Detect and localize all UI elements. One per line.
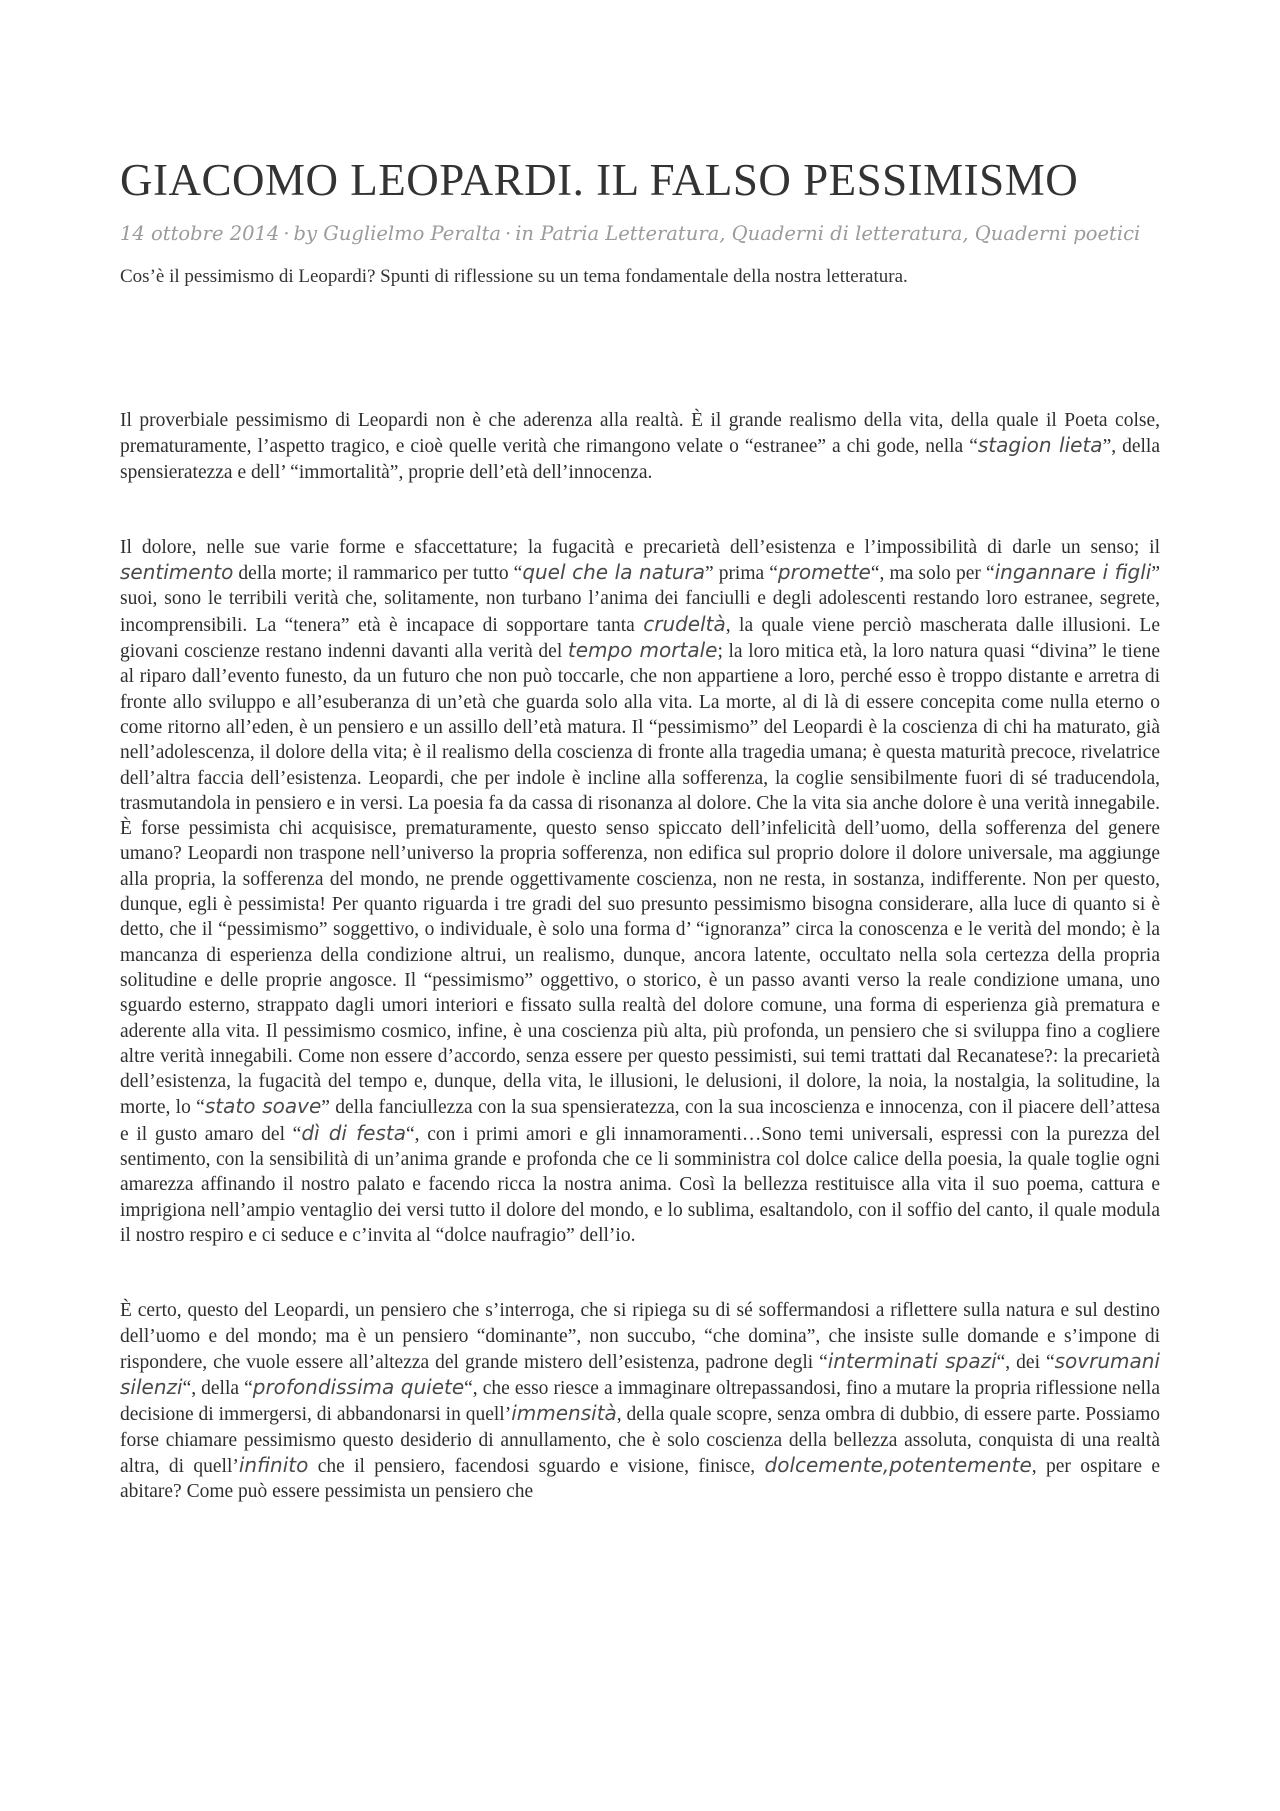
quote-emphasis: stagion lieta (977, 433, 1103, 458)
text-run: della morte; il rammarico per tutto “ (233, 563, 523, 585)
text-run: ; la loro mitica età, la loro natura quasi “divina” le tiene al riparo dall’evento funesto, da un futuro che non può toccarle, che non appartiene a loro, perché esso è troppo distante e arretra di fronte allo sviluppo e all’esuberanza di un’età che guarda solo alla vita. La morte, al di là di essere concepita come nulla eterno o come ritorno all’eden, è un pensiero e un assillo dell’età matura. Il “pessimismo” del Leopardi è la coscienza di chi ha maturato, già nell’adolescenza, il dolore della vita; è il realismo della coscienza di fronte alla tragedia umana; è questa maturità precoce, rivelatrice dell’altra faccia dell’esistenza. Leopardi, che per indole è incline alla sofferenza, la coglie sensibilmente fuori di sé traducendola, trasmutandola in pensiero e in versi. La poesia fa da cassa di risonanza al dolore. Che la vita sia anche dolore è una verità innegabile. È forse pessimista chi acquisisce, prematuramente, questo senso spiccato dell’infelicità dell’uomo, della sofferenza del genere umano? Leopardi non traspone nell’universo la propria sofferenza, non edifica sul proprio dolore il dolore universale, ma aggiunge alla propria, la sofferenza del mondo, ne prende oggettivamente coscienza, non ne resta, in sostanza, indifferente. Non per questo, dunque, egli è pessimista! Per quanto riguarda i tre gradi del suo presunto pessimismo bisogna considerare, alla luce di quanto si è detto, che il “pessimismo” soggettivo, o individuale, è solo una forma d’ “ignoranza” circa la conoscenza e le verità del mondo; è la mancanza di esperienza della condizione altrui, un realismo, dunque, ancora latente, occultato nella sola certezza della propria solitudine e delle proprie angosce. Il “pessimismo” oggettivo, o storico, è un passo avanti verso la reale condizione umana, uno sguardo esterno, strappato dagli umori interiori e fissato sulla realtà del dolore comune, una forma di esperienza già prematura e aderente alla vita. Il pessimismo cosmico, infine, è una coscienza più alta, più profonda, un pensiero che si sviluppa fino a cogliere altre verità innegabili. Come non essere d’accordo, senza essere per questo pessimisti, sui temi trattati dal Recanatese?: la precarietà dell’esistenza, la fugacità del tempo e, dunque, della vita, le illusioni, le delusioni, il dolore, la noia, la nostalgia, la solitudine, la morte, lo “ (120, 641, 1161, 1119)
text-run: “, della “ (182, 1378, 253, 1400)
quote-emphasis: tempo mortale (567, 638, 718, 663)
text-run: “, che esso riesce a immaginare oltrepassandosi, fino a mutare la propria riflessione nella decisione di immergersi, di abbandonarsi in quell’ (120, 1378, 1160, 1426)
text-run: ” della fanciullezza con la sua spensieratezza, con la sua incoscienza e innocenza, con il piacere dell’attesa e il gusto amaro del “ (120, 1097, 1160, 1145)
text-run: È certo, questo del Leopardi, un pensiero che s’interroga, che si ripiega su di sé soffermandosi a riflettere sulla natura e sul destino dell’uomo e del mondo; ma è un pensiero “dominante”, non succubo, “che domina”, che insiste sulle domande e s’impone di rispondere, che vuole essere all’altezza del grande mistero dell’esistenza, padrone degli “ (120, 1300, 1160, 1373)
meta-separator: · (504, 222, 512, 245)
quote-emphasis: promette (777, 560, 871, 585)
quote-emphasis: interminati spazi (827, 1348, 997, 1373)
quote-emphasis: profondissima quiete (252, 1375, 465, 1400)
text-run: , per ospitare e abitare? Come può essere pessimista un pensiero che (120, 1455, 1160, 1503)
quote-emphasis: sentimento (120, 560, 234, 585)
text-run: “, dei “ (996, 1351, 1055, 1373)
paragraph-2 (120, 535, 1160, 1248)
text-run: Il proverbiale pessimismo di Leopardi non è che aderenza alla realtà. È il grande realismo della vita, della quale il Poeta colse, prematuramente, l’aspetto tragico, e cioè quelle verità che rimangono velate o “estranee” a chi gode, nella “ (120, 410, 1160, 458)
quote-emphasis: quel che la natura (522, 560, 705, 585)
quote-emphasis: crudeltà (643, 611, 726, 636)
quote-emphasis: sovrumani silenzi (120, 1348, 1160, 1400)
text-run: , la quale viene perciò mascherata dalle illusioni. Le giovani coscienze restano indenni davanti alla verità del (120, 614, 1160, 663)
paragraph-1 (120, 408, 1160, 485)
text-run: ”, della spensieratezza e dell’ “immortalità”, proprie dell’età dell’innocenza. (120, 436, 1160, 483)
quote-emphasis: infinito (238, 1452, 309, 1477)
article-title: GIACOMO LEOPARDI. IL FALSO PESSIMISMO (120, 155, 1079, 205)
text-run: ” prima “ (704, 563, 778, 585)
quote-emphasis: immensità (511, 1401, 617, 1426)
text-run: Il dolore, nelle sue varie forme e sfaccettature; la fugacità e precarietà dell’esistenza e l’impossibilità di darle un senso; il (120, 536, 1160, 558)
text-run: “, ma solo per “ (870, 563, 995, 585)
by-prefix: by (293, 222, 318, 245)
text-run: , della quale scopre, senza ombra di dubbio, di essere parte. Possiamo forse chiamare pessimismo questo desiderio di annullamento, che è solo coscienza della bellezza assoluta, conquista di una realtà altra, di quell’ (120, 1404, 1161, 1477)
text-run: ” suoi, sono le terribili verità che, solitamente, non turbano l’anima dei fanciulli e degli adolescenti restando loro estranee, segrete, incomprensibili. La “tenera” età è incapace di sopportare tanta (120, 563, 1160, 636)
text-run: “, con i primi amori e gli innamoramenti…Sono temi universali, espressi con la purezza del sentimento, con la sensibilità di un’anima grande e profonda che ce li somministra col dolce calice della poesia, la quale toglie ogni amarezza affinando il nostro palato e facendo ricca la nostra anima. Così la bellezza restituisce alla vita il suo poema, cattura e imprigiona nell’ampio ventaglio dei versi tutto il dolore del mondo, e lo sublima, esaltandolo, con il soffio del canto, il quale modula il nostro respiro e ci seduce e c’invita al “dolce naufragio” dell’io. (120, 1123, 1160, 1246)
text-run: che il pensiero, facendosi sguardo e visione, finisce, (308, 1455, 765, 1477)
quote-emphasis: stato soave (204, 1094, 322, 1119)
post-meta (120, 220, 1160, 247)
post-author[interactable]: Guglielmo Peralta (323, 222, 501, 245)
article (120, 150, 1160, 1524)
paragraph-3 (120, 1298, 1160, 1504)
quote-emphasis: dì di festa (301, 1120, 407, 1145)
article-intro: Cos’è il pessimismo di Leopardi? Spunti di riflessione su un tema fondamentale della nostra letteratura. (120, 266, 908, 287)
post-categories[interactable]: Patria Letteratura, Quaderni di letteratura, Quaderni poetici (540, 222, 1141, 245)
quote-emphasis: ingannare i figli (994, 560, 1152, 585)
meta-separator: · (283, 222, 290, 245)
quote-emphasis: dolcemente,potentemente (764, 1452, 1032, 1477)
post-date[interactable]: 14 ottobre 2014 (120, 222, 280, 245)
in-prefix: in (515, 222, 534, 245)
